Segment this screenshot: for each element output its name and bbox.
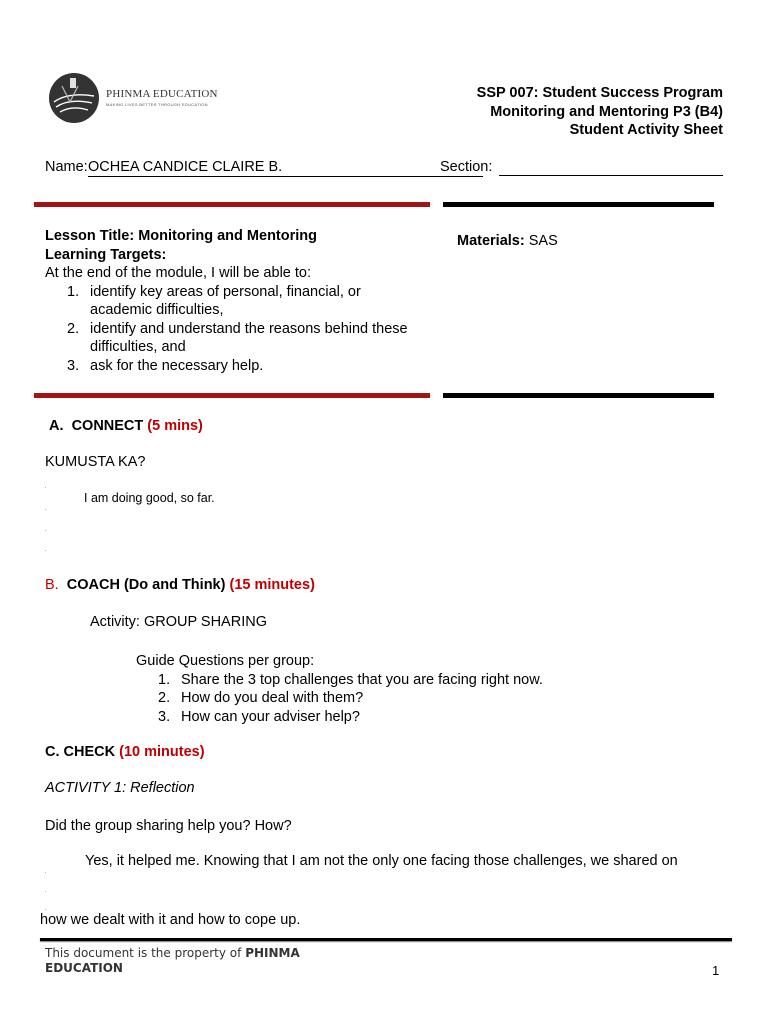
connect-time: (5 mins) bbox=[147, 418, 203, 434]
section-field[interactable] bbox=[499, 175, 723, 176]
footer-note bbox=[45, 946, 345, 975]
phinma-logo bbox=[48, 72, 218, 124]
lesson-block bbox=[45, 227, 435, 375]
check-answer-line2: how we dealt with it and how to cope up. bbox=[40, 912, 301, 928]
connect-answer: I am doing good, so far. bbox=[84, 491, 215, 505]
list-item: 1. Share the 3 top challenges that you are facing right now. bbox=[158, 671, 543, 688]
coach-time: (15 minutes) bbox=[229, 577, 315, 593]
footer-text: This document is the property of bbox=[45, 946, 242, 960]
materials bbox=[457, 233, 558, 249]
name-section-row bbox=[45, 159, 725, 179]
learning-targets-list bbox=[45, 283, 435, 376]
divider-red-bottom bbox=[34, 393, 430, 398]
guide-questions bbox=[136, 652, 543, 726]
module-title: Monitoring and Mentoring P3 (B4) bbox=[490, 103, 723, 120]
section-label: Section: bbox=[440, 159, 493, 175]
divider-black-top bbox=[443, 202, 714, 207]
coach-activity: Activity: GROUP SHARING bbox=[90, 614, 267, 630]
lesson-title: Lesson Title: Monitoring and Mentoring bbox=[45, 228, 317, 244]
guide-heading: Guide Questions per group: bbox=[136, 653, 315, 669]
footer-divider bbox=[40, 938, 732, 941]
course-title: SSP 007: Student Success Program bbox=[476, 85, 723, 101]
coach-heading: B. COACH (Do and Think) (15 minutes) bbox=[45, 577, 315, 593]
connect-prompt: KUMUSTA KA? bbox=[45, 454, 146, 470]
logo-name: PHINMA EDUCATION bbox=[106, 88, 218, 100]
name-label: Name: bbox=[45, 159, 88, 175]
check-heading: C. CHECK (10 minutes) bbox=[45, 744, 205, 760]
logo-tagline: MAKING LIVES BETTER THROUGH EDUCATION bbox=[106, 102, 208, 107]
connect-heading: A. CONNECT (5 mins) bbox=[49, 418, 203, 434]
list-item: 2. How do you deal with them? bbox=[158, 690, 364, 706]
phinma-globe-icon bbox=[48, 72, 100, 124]
footer-owner: PHINMA EDUCATION bbox=[45, 946, 300, 975]
check-answer-line1: Yes, it helped me. Knowing that I am not the only one facing those challenges, we shared on bbox=[85, 853, 678, 869]
list-item: 2. identify and understand the reasons behind these difficulties, and bbox=[67, 320, 408, 355]
materials-label: Materials: bbox=[457, 233, 525, 249]
list-item: 3. ask for the necessary help. bbox=[67, 357, 264, 374]
materials-value: SAS bbox=[528, 233, 558, 249]
document-header bbox=[477, 84, 723, 140]
divider-black-bottom bbox=[443, 393, 714, 398]
check-time: (10 minutes) bbox=[119, 744, 205, 760]
learning-targets-heading: Learning Targets: bbox=[45, 246, 167, 263]
sheet-title: Student Activity Sheet bbox=[569, 122, 723, 138]
list-item: 3. How can your adviser help? bbox=[158, 708, 360, 725]
check-activity: ACTIVITY 1: Reflection bbox=[45, 780, 195, 796]
name-field[interactable] bbox=[88, 159, 483, 177]
page-number: 1 bbox=[712, 963, 720, 978]
targets-intro: At the end of the module, I will be able to: bbox=[45, 265, 311, 281]
check-question: Did the group sharing help you? How? bbox=[45, 818, 292, 834]
name-value: OCHEA CANDICE CLAIRE B. bbox=[88, 159, 283, 175]
list-item: 1. identify key areas of personal, financial, or academic difficulties, bbox=[67, 283, 361, 318]
divider-red-top bbox=[34, 202, 430, 207]
